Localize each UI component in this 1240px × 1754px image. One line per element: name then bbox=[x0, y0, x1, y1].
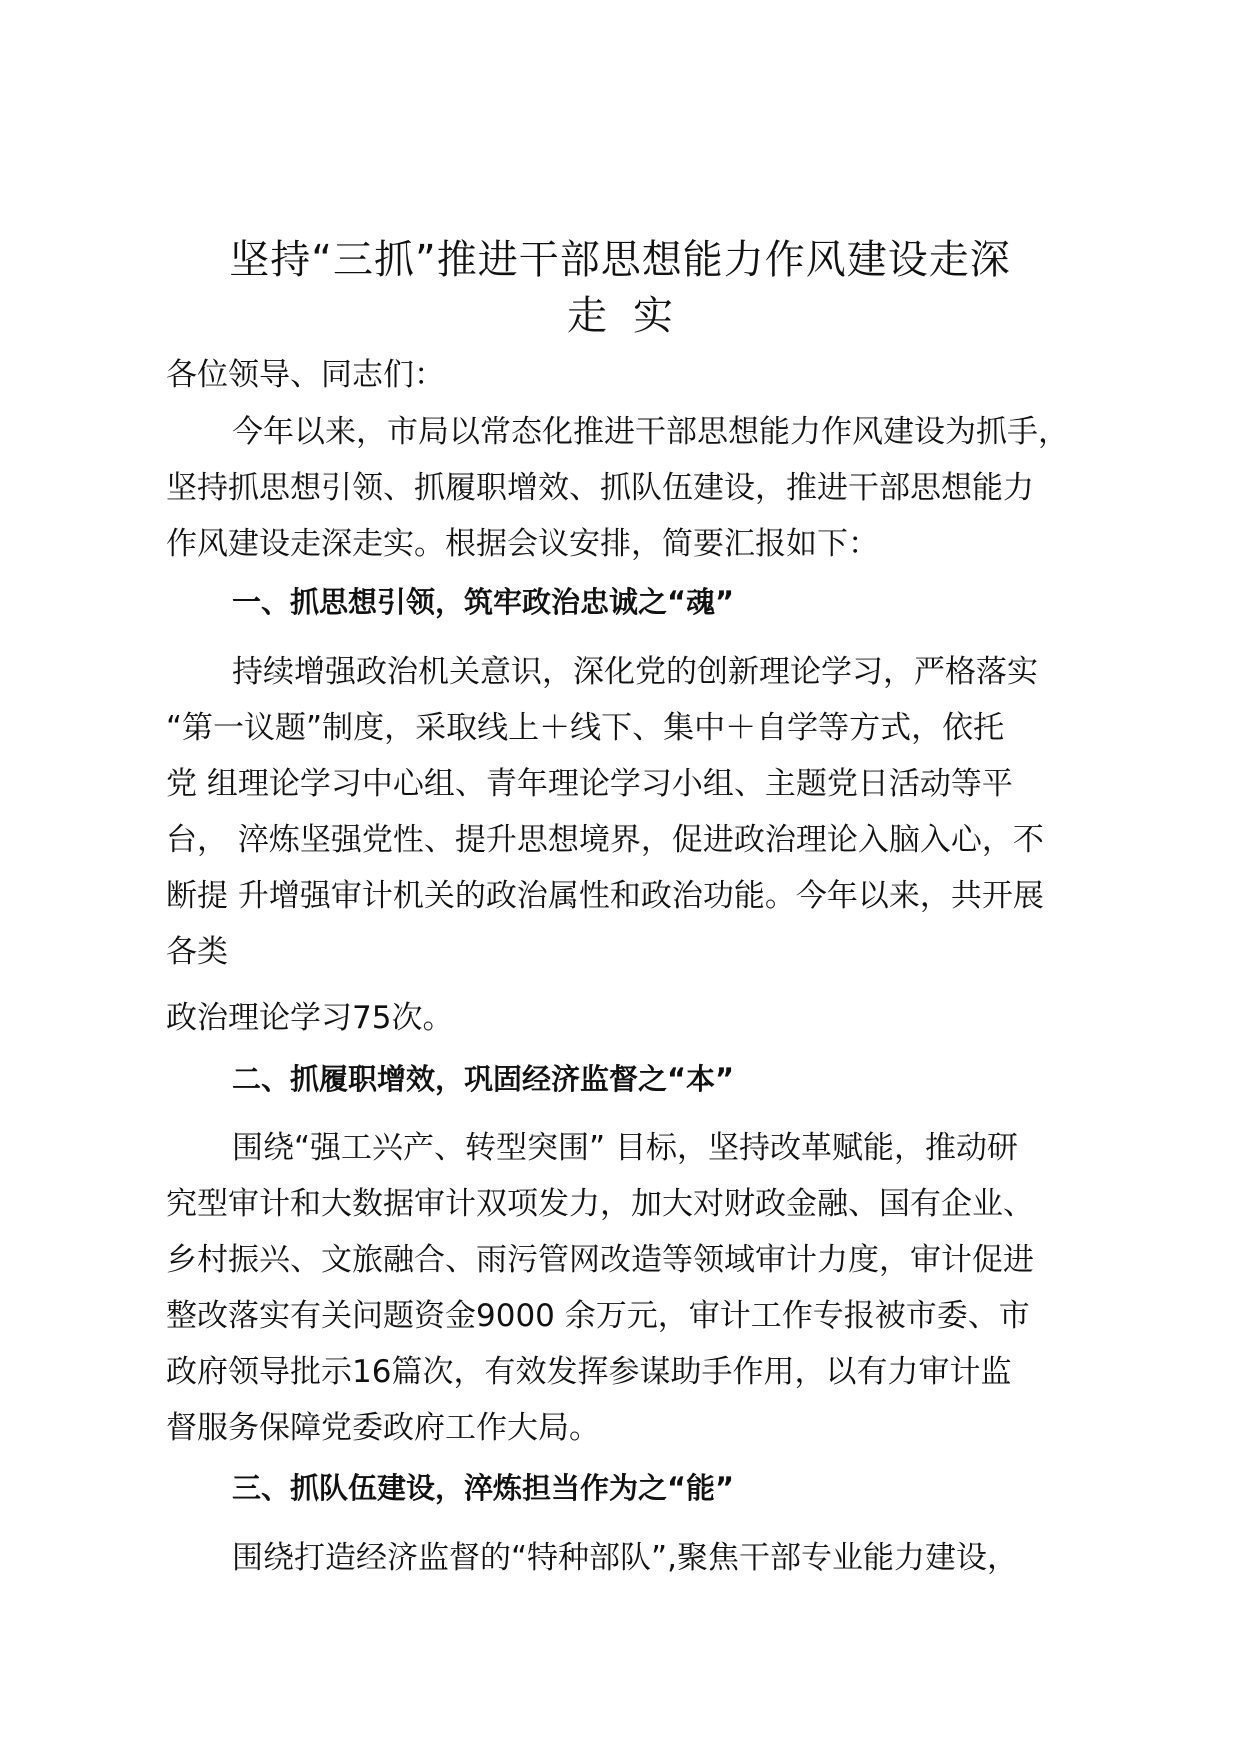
section-2-line: 乡村振兴、文旅融合、雨污管网改造等领域审计力度，审计促进 bbox=[166, 1242, 1034, 1278]
section-2-line: 整改落实有关问题资金9000 余万元，审计工作专报被市委、市 bbox=[166, 1298, 1030, 1334]
section-3-heading: 三、抓队伍建设，淬炼担当作为之“能” bbox=[232, 1471, 735, 1505]
intro-paragraph-line: 作风建设走深走实。根据会议安排，简要汇报如下： bbox=[166, 526, 879, 562]
document-title-line-1: 坚持“三抓”推进干部思想能力作风建设走深 bbox=[229, 237, 1011, 283]
section-2-line: 围绕“强工兴产、转型突围” 目标，坚持改革赋能，推动研 bbox=[232, 1130, 1018, 1166]
section-1-line: 台， 淬炼坚强党性、提升思想境界，促进政治理论入脑入心，不 bbox=[166, 822, 1044, 858]
intro-paragraph-line: 今年以来，市局以常态化推进干部思想能力作风建设为抓手， bbox=[232, 414, 1069, 450]
section-1-heading: 一、抓思想引领，筑牢政治忠诚之“魂” bbox=[232, 585, 735, 619]
section-2-heading: 二、抓履职增效，巩固经济监督之“本” bbox=[232, 1062, 735, 1096]
section-1-line: 持续增强政治机关意识，深化党的创新理论学习，严格落实 bbox=[232, 654, 1038, 690]
section-2-line: 究型审计和大数据审计双项发力，加大对财政金融、国有企业、 bbox=[166, 1186, 1034, 1222]
section-1-line: 各类 bbox=[166, 934, 228, 970]
section-1-line: 政治理论学习75次。 bbox=[166, 1000, 454, 1036]
salutation: 各位领导、同志们： bbox=[166, 357, 445, 393]
document-title-line-2: 走实 bbox=[567, 293, 699, 339]
intro-paragraph-line: 坚持抓思想引领、抓履职增效、抓队伍建设，推进干部思想能力 bbox=[166, 470, 1034, 506]
section-1-line: “第一议题”制度，采取线上＋线下、集中＋自学等方式，依托 bbox=[166, 710, 1005, 746]
section-1-line: 党 组理论学习中心组、青年理论学习小组、主题党日活动等平 bbox=[166, 766, 1013, 802]
section-1-line: 断提 升增强审计机关的政治属性和政治功能。今年以来，共开展 bbox=[166, 878, 1044, 914]
section-2-line: 政府领导批示16篇次，有效发挥参谋助手作用，以有力审计监 bbox=[166, 1354, 1012, 1390]
section-3-line: 围绕打造经济监督的“特种部队”,聚焦干部专业能力建设， bbox=[232, 1540, 1018, 1576]
section-2-line: 督服务保障党委政府工作大局。 bbox=[166, 1410, 600, 1446]
